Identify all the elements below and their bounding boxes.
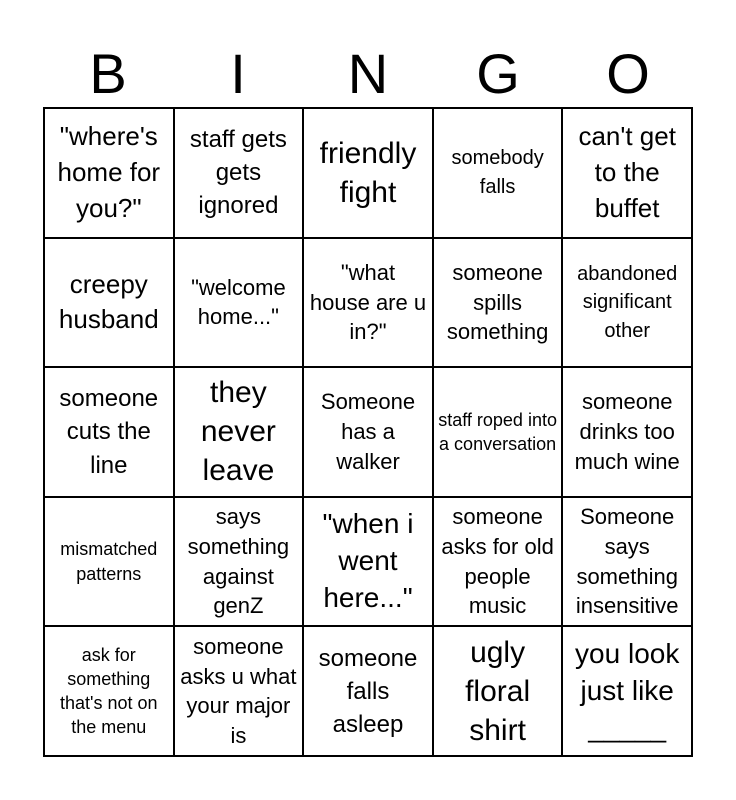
bingo-cell[interactable] [562,238,692,368]
bingo-cell[interactable] [303,367,433,497]
cell-text: they never leave [200,376,276,488]
cell-text: someone spills something [446,259,549,345]
bingo-cell[interactable] [174,238,304,368]
bingo-cell[interactable] [303,497,433,627]
cell-text: "welcome home..." [191,274,286,330]
bingo-cell[interactable] [433,367,563,497]
cell-text: staff gets gets ignored [189,126,287,220]
bingo-cell[interactable] [562,497,692,627]
cell-text: someone drinks too much wine [574,389,680,474]
cell-text: "where's home for you?" [57,120,161,223]
header-letter-i: I [230,42,246,105]
cell-text: someone cuts the line [59,385,159,479]
cell-text: can't get to the buffet [578,120,676,223]
bingo-board [43,107,693,757]
header-letter-n: N [347,42,389,105]
cell-text: Someone says something insensitive [575,504,679,619]
cell-text: ugly floral shirt [465,635,531,747]
cell-text: someone falls asleep [318,644,418,738]
bingo-cell[interactable] [44,626,174,756]
cell-text: "what house are u in?" [309,259,427,345]
bingo-cell[interactable] [562,367,692,497]
bingo-cell[interactable] [174,367,304,497]
cell-text: Someone has a walker [320,389,416,474]
cell-text: somebody falls [451,147,544,198]
bingo-header [43,40,693,108]
bingo-cell[interactable] [174,108,304,238]
bingo-cell[interactable] [433,108,563,238]
cell-text: "when i went here..." [322,508,414,614]
header-letter-g: G [476,42,520,105]
cell-text: abandoned significant other [577,262,678,342]
bingo-cell[interactable] [44,238,174,368]
cell-text: friendly fight [319,136,417,209]
bingo-cell[interactable] [44,108,174,238]
bingo-cell[interactable] [174,497,304,627]
cell-text: staff roped into a conversation [438,409,557,454]
bingo-cell[interactable] [433,497,563,627]
cell-text: someone asks for old people music [441,504,554,619]
bingo-cell[interactable] [303,626,433,756]
bingo-cell[interactable] [562,626,692,756]
cell-text: says something against genZ [187,504,290,619]
cell-text: someone asks u what your major is [180,633,297,748]
cell-text: ask for something that's not on the menu [60,644,158,738]
bingo-cell[interactable] [174,626,304,756]
header-letter-b: B [89,42,127,105]
bingo-cell[interactable] [433,238,563,368]
bingo-cell[interactable] [44,497,174,627]
cell-text: you look just like _____ [575,637,680,743]
bingo-cell[interactable] [303,238,433,368]
bingo-cell[interactable] [303,108,433,238]
bingo-cell[interactable] [433,626,563,756]
cell-text: creepy husband [58,268,159,335]
bingo-cell[interactable] [44,367,174,497]
cell-text: mismatched patterns [60,539,158,584]
bingo-cell[interactable] [562,108,692,238]
header-letter-o: O [606,42,650,105]
